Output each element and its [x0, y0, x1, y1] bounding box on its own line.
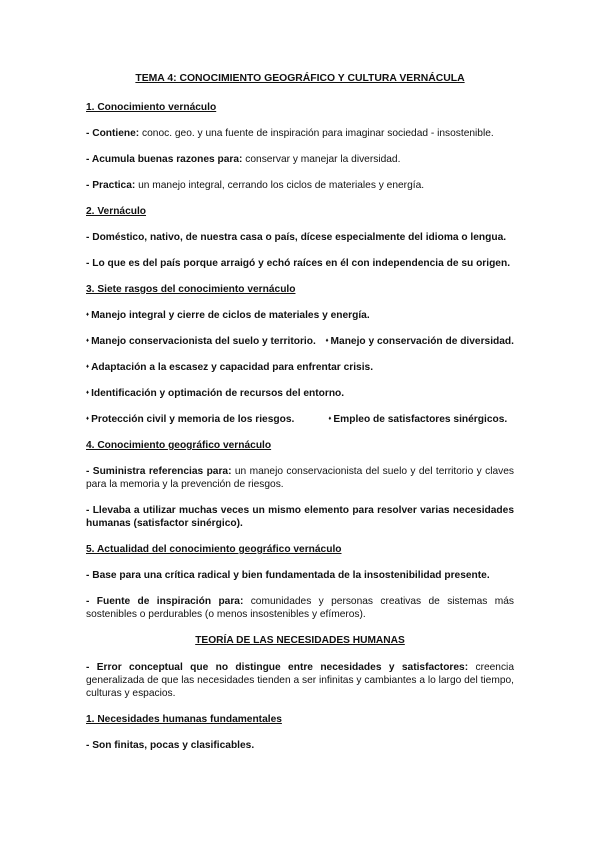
paragraph-lead: - Practica:: [86, 180, 136, 191]
paragraph-lead: - Acumula buenas razones para:: [86, 154, 243, 165]
document-page: [86, 72, 514, 765]
paragraph-text: un manejo conservacionista del suelo y del territorio y claves para la memoria y la prevención de riesgos.: [86, 466, 514, 490]
diamond-bullet-icon: ♦: [86, 338, 90, 344]
trait-row-5: [86, 413, 514, 426]
trait-item: Empleo de satisfactores sinérgicos.: [333, 414, 508, 425]
section-1-heading: 1. Conocimiento vernáculo: [86, 102, 217, 113]
trait-item: Manejo integral y cierre de ciclos de materiales y energía.: [91, 310, 370, 321]
diamond-bullet-icon: ♦: [86, 364, 90, 370]
theory-heading: TEORÍA DE LAS NECESIDADES HUMANAS: [195, 635, 405, 646]
paragraph-lead: - Contiene:: [86, 128, 140, 139]
section-2-heading: 2. Vernáculo: [86, 206, 147, 217]
trait-item: Manejo conservacionista del suelo y territorio.: [91, 336, 316, 347]
paragraph-text: un manejo integral, cerrando los ciclos de materiales y energía.: [135, 180, 425, 191]
paragraph-text: conoc. geo. y una fuente de inspiración para imaginar sociedad - insostenible.: [139, 128, 494, 139]
diamond-bullet-icon: ♦: [328, 416, 332, 422]
theory-section-1-heading: 1. Necesidades humanas fundamentales: [86, 714, 282, 725]
theory-section-1-paragraph-1: - Son finitas, pocas y clasificables.: [86, 740, 255, 751]
paragraph-text: creencia generalizada de que las necesidades tienden a ser infinitas y cambiantes a lo largo del tiempo, culturas y espacios.: [86, 662, 514, 699]
trait-row-4: [86, 387, 514, 400]
paragraph-text: comunidades y personas creativas de sistemas más sostenibles o perdurables (o menos insostenibles y efímeros).: [86, 596, 514, 620]
section-3-heading: 3. Siete rasgos del conocimiento vernáculo: [86, 284, 296, 295]
section-1-paragraph-3: [86, 179, 514, 192]
section-4-heading: 4. Conocimiento geográfico vernáculo: [86, 440, 272, 451]
trait-item: Protección civil y memoria de los riesgos.: [91, 414, 295, 425]
section-1-paragraph-2: [86, 153, 514, 166]
trait-item: Adaptación a la escasez y capacidad para enfrentar crisis.: [91, 362, 374, 373]
section-2-paragraph-1: - Doméstico, nativo, de nuestra casa o país, dícese especialmente del idioma o lengua.: [86, 232, 507, 243]
trait-item: Manejo y conservación de diversidad.: [330, 336, 514, 347]
paragraph-lead: - Fuente de inspiración para:: [86, 596, 244, 607]
section-2-paragraph-2: - Lo que es del país porque arraigó y echó raíces en él con independencia de su origen.: [86, 258, 511, 269]
paragraph-lead: - Suministra referencias para:: [86, 466, 232, 477]
section-4-paragraph-1: [86, 465, 514, 491]
trait-row-1: [86, 309, 514, 322]
trait-item: Identificación y optimación de recursos del entorno.: [91, 388, 345, 399]
section-5-heading: 5. Actualidad del conocimiento geográfico vernáculo: [86, 544, 342, 555]
diamond-bullet-icon: ♦: [86, 416, 90, 422]
diamond-bullet-icon: ♦: [86, 390, 90, 396]
theory-paragraph-1: [86, 661, 514, 700]
paragraph-lead: - Error conceptual que no distingue entre necesidades y satisfactores:: [86, 662, 469, 673]
diamond-bullet-icon: ♦: [86, 312, 90, 318]
trait-row-2: [86, 335, 514, 348]
trait-row-3: [86, 361, 514, 374]
section-4-paragraph-2: - Llevaba a utilizar muchas veces un mismo elemento para resolver varias necesidades humanas (satisfactor sinérgico).: [86, 505, 514, 529]
document-title: TEMA 4: CONOCIMIENTO GEOGRÁFICO Y CULTURA VERNÁCULA: [135, 73, 465, 84]
section-5-paragraph-1: - Base para una crítica radical y bien fundamentada de la insostenibilidad presente.: [86, 570, 490, 581]
section-1-paragraph-1: [86, 127, 514, 140]
diamond-bullet-icon: ♦: [325, 338, 329, 344]
section-5-paragraph-2: [86, 595, 514, 621]
paragraph-text: conservar y manejar la diversidad.: [242, 154, 401, 165]
